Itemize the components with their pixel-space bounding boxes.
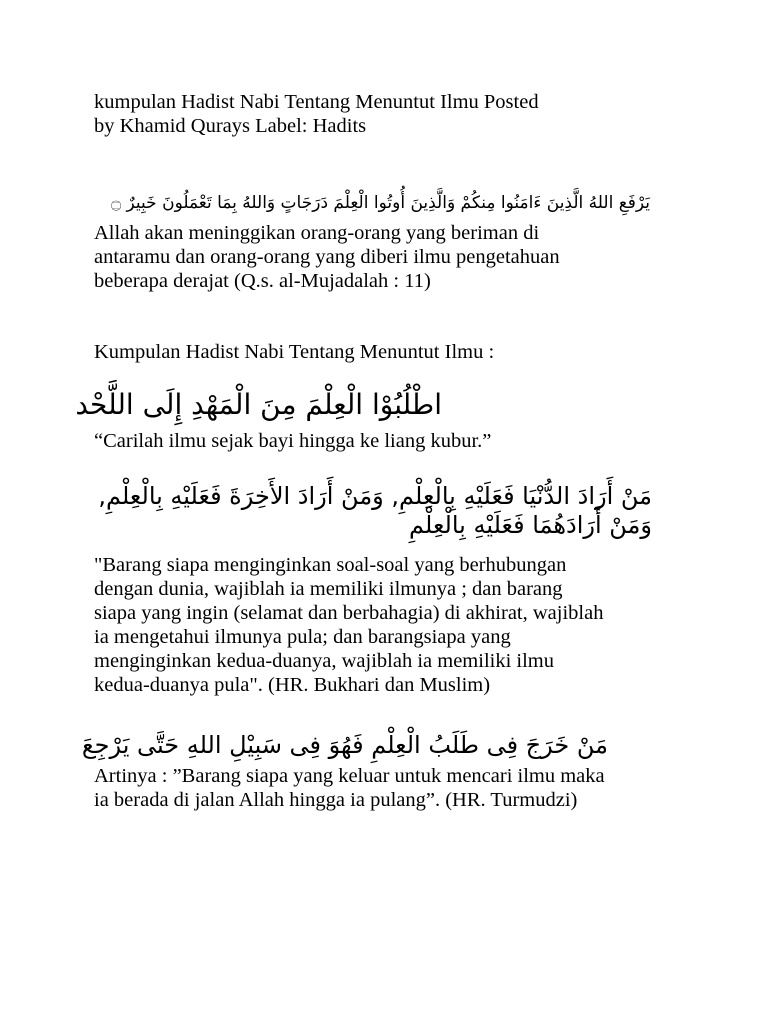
hadith-1-arabic: اطْلُبُوْا الْعِلْمَ مِنَ الْمَهْدِ إِلَى اللَّحْد xyxy=(75,388,442,421)
quran-verse-translation: Allah akan meninggikan orang-orang yang beriman di antaramu dan orang-orang yang diberi ilmu pengetahuan beberapa derajat (Q.s. al-Mujadalah : 11) xyxy=(94,222,560,292)
section-heading: Kumpulan Hadist Nabi Tentang Menuntut Ilmu : xyxy=(94,341,495,363)
hadith-2-translation: "Barang siapa menginginkan soal-soal yang berhubungan dengan dunia, wajiblah ia memiliki ilmunya ; dan barang siapa yang ingin (selamat dan berbahagia) di akhirat, wajiblah ia mengetahui ilmunya pula; dan barangsiapa yang menginginkan kedua-duanya, wajiblah ia memiliki ilmu kedua-duanya pula". (HR. Bukhari dan Muslim) xyxy=(94,554,604,696)
hadith-1-translation: “Carilah ilmu sejak bayi hingga ke liang kubur.” xyxy=(94,430,492,452)
hadith-3-arabic: مَنْ خَرَجَ فِى طَلَبُ الْعِلْمِ فَهُوَ فِى سَبِيْلِ اللهِ حَتَّى يَرْجِعَ xyxy=(81,731,608,759)
hadith-2-arabic: مَنْ أَرَادَ الدُّنْيَا فَعَلَيْهِ بِالْعِلْمِ, وَمَنْ أَرَادَ الأَخِرَةَ فَعَلَيْهِ بِالْعِلْمِ, وَمَنْ أَرَادَهُمَا فَعَلَيْهِ بِالْعِلْمِ xyxy=(98,482,652,539)
document-title: kumpulan Hadist Nabi Tentang Menuntut Ilmu Posted by Khamid Qurays Label: Hadits xyxy=(94,91,539,137)
hadith-3-translation: Artinya : ”Barang siapa yang keluar untuk mencari ilmu maka ia berada di jalan Allah hingga ia pulang”. (HR. Turmudzi) xyxy=(94,765,605,811)
quran-verse-arabic: يَرْفَعِ اللهُ الَّذِينَ ءَامَنُوا مِنكُمْ وَالَّذِينَ أُوتُوا الْعِلْمَ دَرَجَاتٍ وَاللهُ بِمَا تَعْمَلُونَ خَبِيرٌ ۝ xyxy=(111,193,650,213)
